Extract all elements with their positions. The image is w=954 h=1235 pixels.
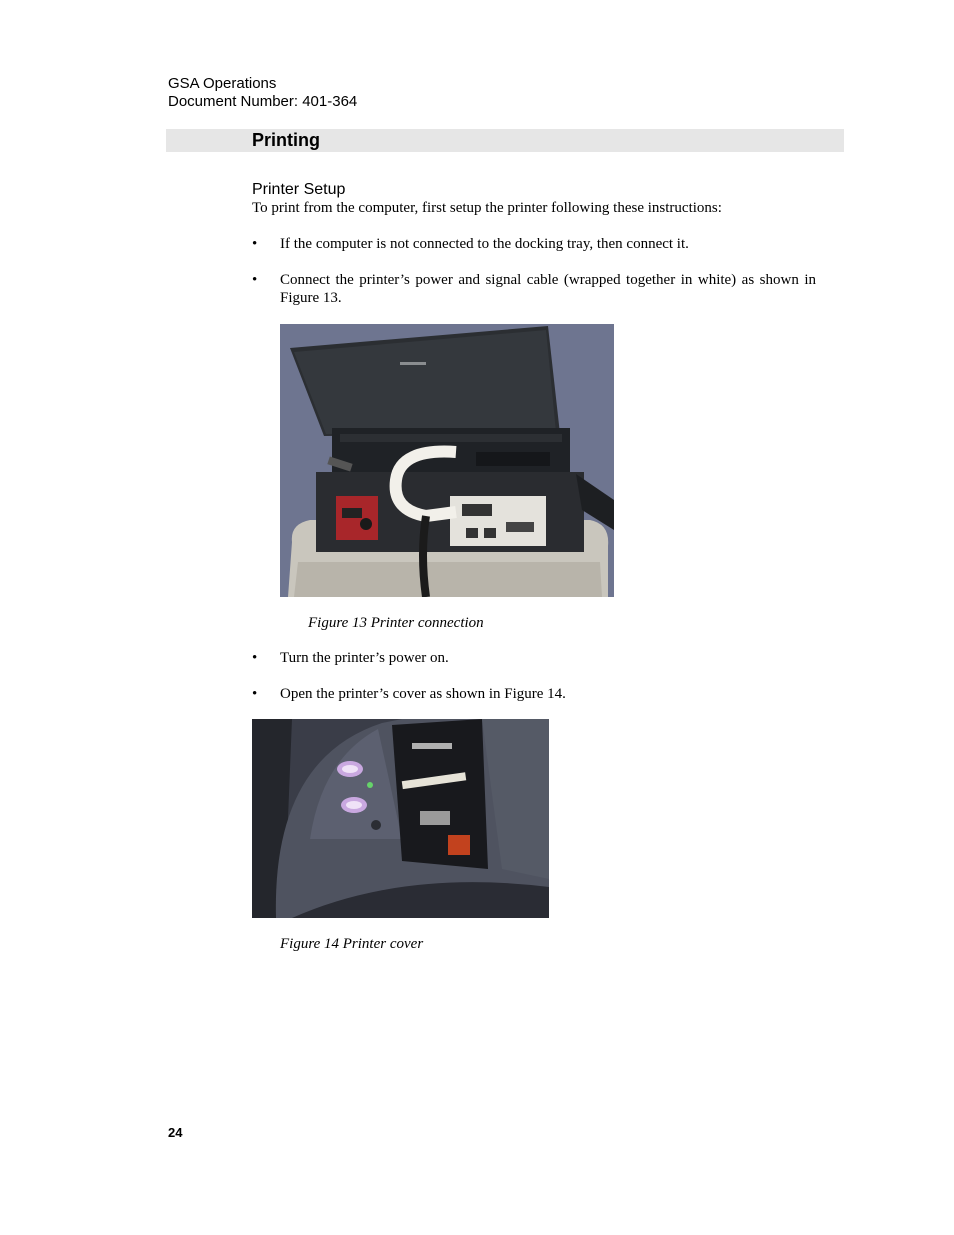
header-org: GSA Operations xyxy=(168,75,277,92)
printer-connection-photo xyxy=(280,324,614,597)
subsection-title: Printer Setup xyxy=(252,181,346,198)
bullet-icon: • xyxy=(252,650,258,666)
figure-14-photo xyxy=(252,719,549,918)
header-document-number: Document Number: 401-364 xyxy=(168,93,358,110)
list-item-text: If the computer is not connected to the docking tray, then connect it. xyxy=(280,236,689,252)
section-title: Printing xyxy=(252,130,320,150)
section-heading-bar xyxy=(166,129,844,152)
bullet-icon: • xyxy=(252,236,258,252)
printer-cover-photo xyxy=(252,719,549,918)
list-item-text: Connect the printer’s power and signal cable (wrapped together in white) as shown in Figure 13. xyxy=(280,272,816,306)
figure-13-photo xyxy=(280,324,614,597)
bullet-icon: • xyxy=(252,686,258,702)
figure-13-caption: Figure 13 Printer connection xyxy=(308,615,484,631)
list-item-text: Open the printer’s cover as shown in Figure 14. xyxy=(280,686,566,702)
intro-paragraph: To print from the computer, first setup the printer following these instructions: xyxy=(252,200,722,216)
figure-14-caption: Figure 14 Printer cover xyxy=(280,936,424,952)
list-item-text: Turn the printer’s power on. xyxy=(280,650,449,666)
page-number: 24 xyxy=(168,1125,183,1140)
bullet-icon: • xyxy=(252,272,258,288)
